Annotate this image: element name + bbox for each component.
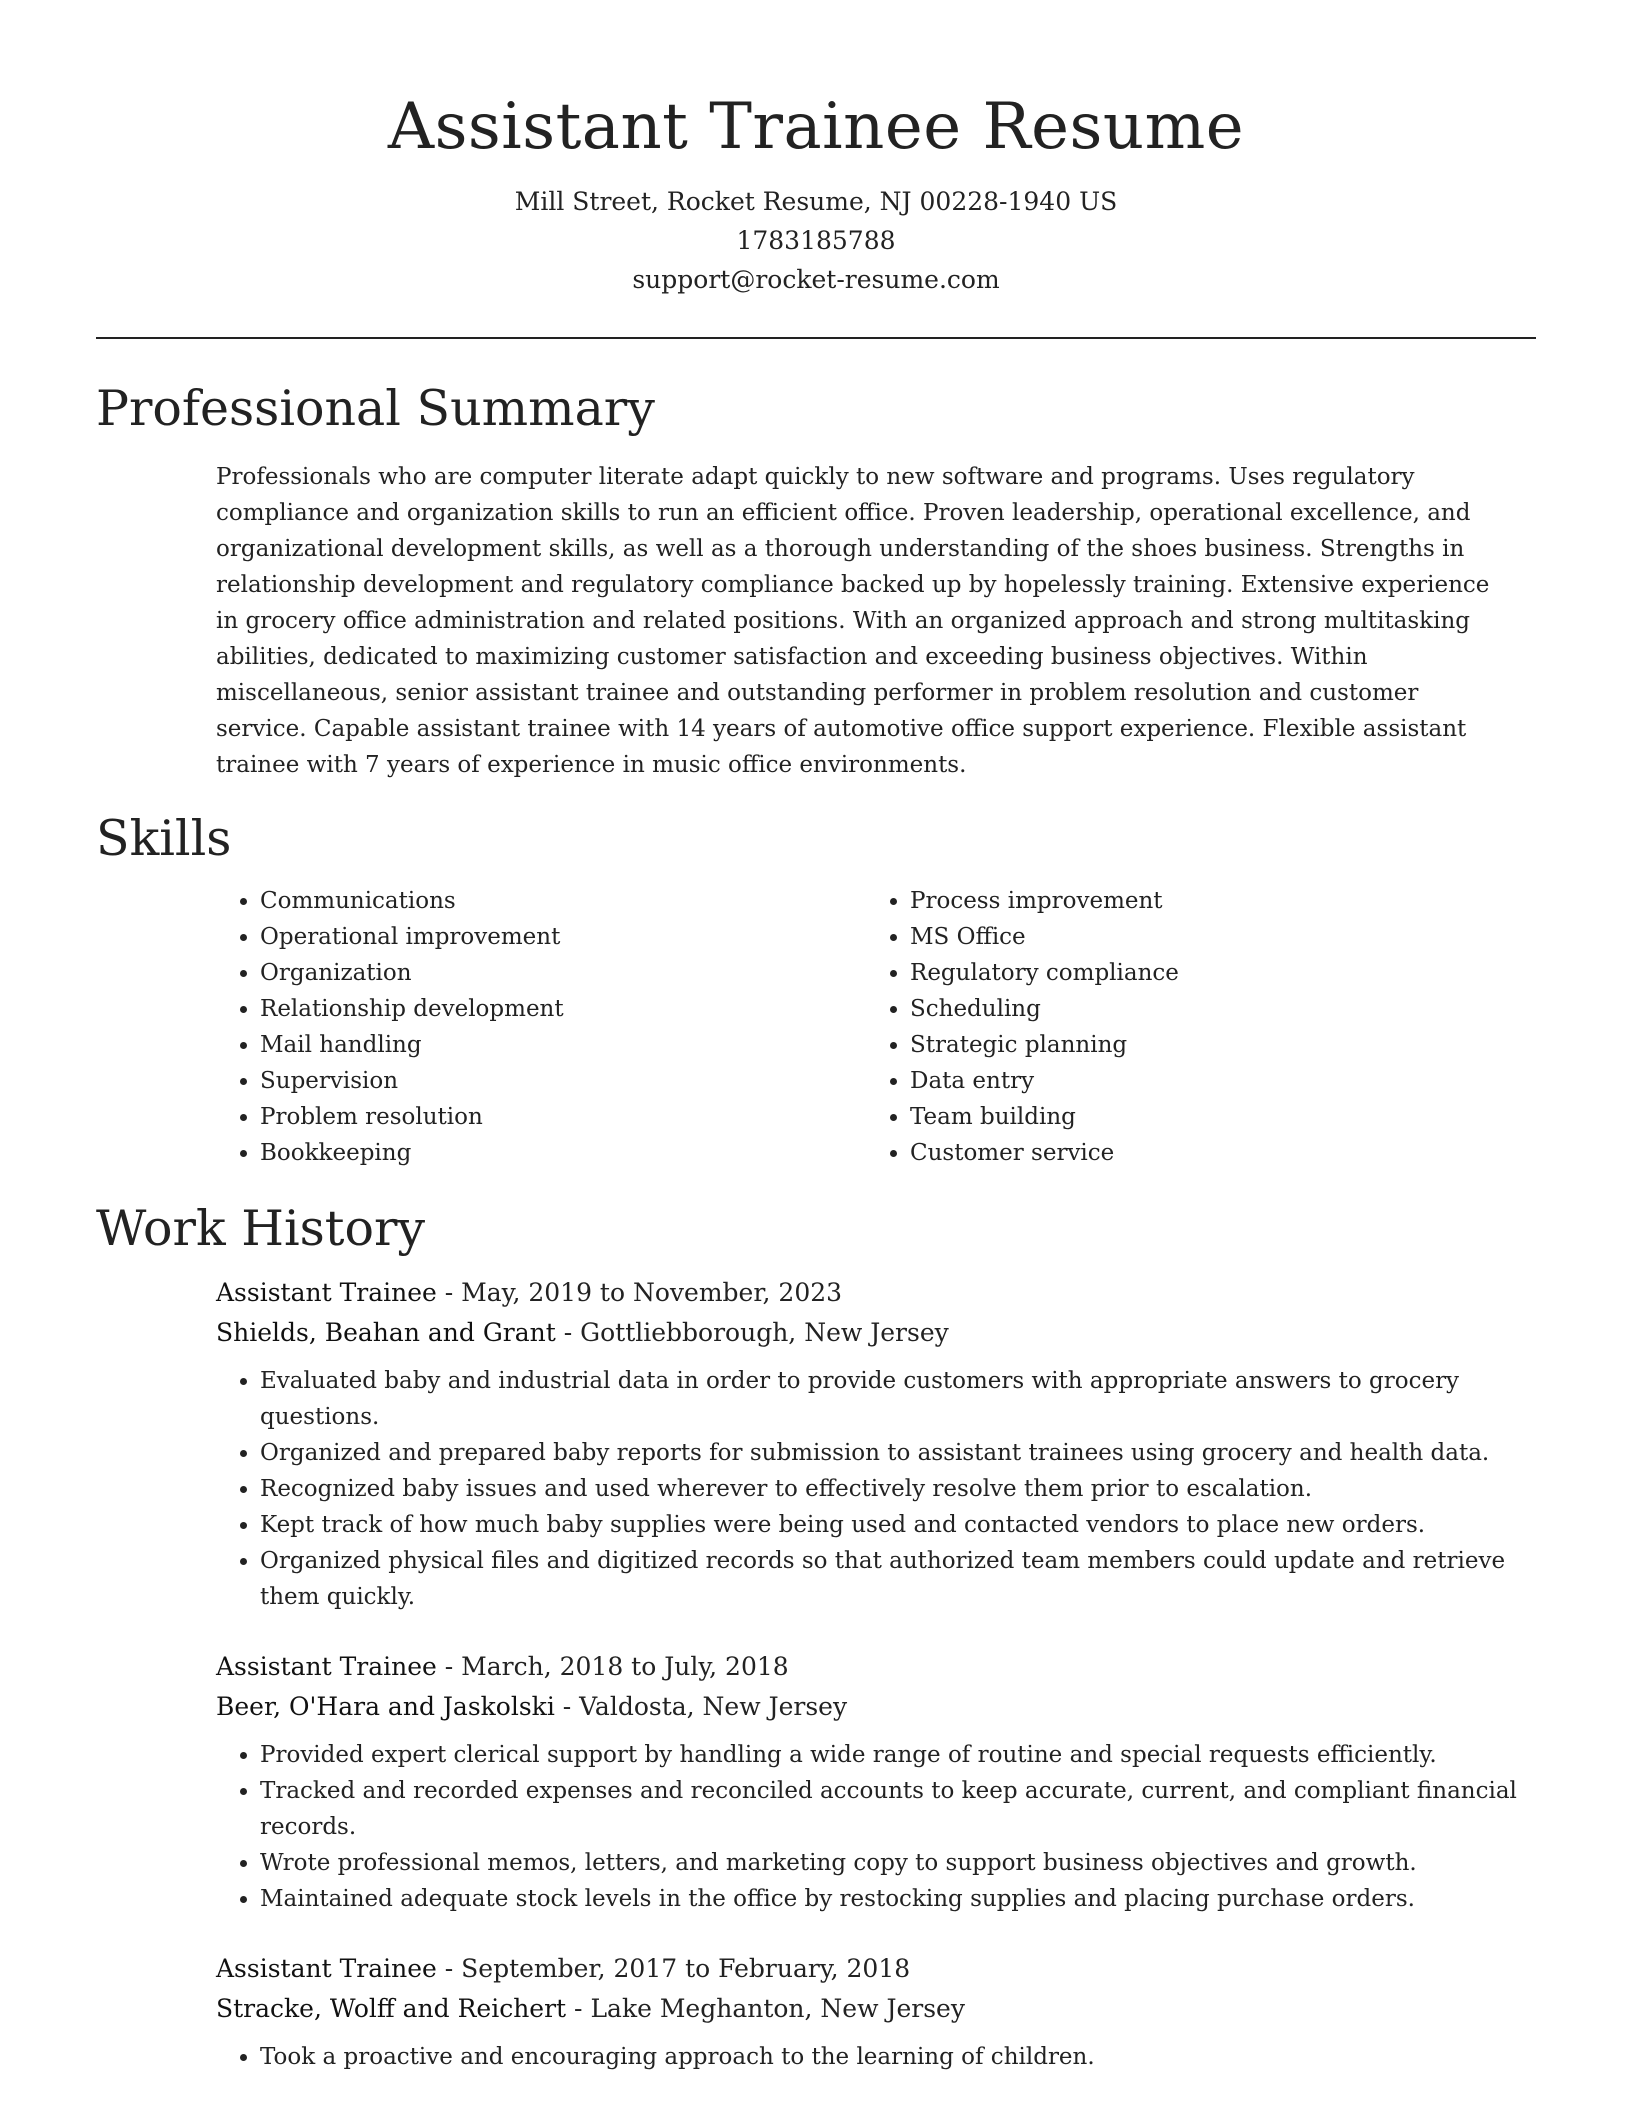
skill-item: • Scheduling: [910, 991, 1516, 1027]
work-history-heading: Work History: [96, 1200, 426, 1257]
job-bullet: • Organized and prepared baby reports for submission to assistant trainees using grocery and health data.: [260, 1435, 1536, 1471]
skill-item: • MS Office: [910, 919, 1516, 955]
skill-item: • Team building: [910, 1099, 1516, 1135]
job-title-line: Assistant Trainee - May, 2019 to November, 2023: [216, 1278, 843, 1307]
skill-item: • Organization: [260, 955, 866, 991]
job-entry: [216, 1949, 1536, 2075]
resume-title: Assistant Trainee Resume: [387, 90, 1245, 164]
job-bullets: [216, 2039, 1536, 2075]
header-divider: [96, 337, 1536, 339]
job-company: Stracke, Wolff and Reichert: [216, 1994, 567, 2023]
job-title-line: Assistant Trainee - March, 2018 to July, 2018: [216, 1652, 789, 1681]
skill-item: • Problem resolution: [260, 1099, 866, 1135]
skill-item: • Strategic planning: [910, 1027, 1516, 1063]
job-bullet: • Organized physical files and digitized records so that authorized team members could update and retrieve them quickly.: [260, 1543, 1536, 1615]
skill-item: • Bookkeeping: [260, 1135, 866, 1171]
job-company-line: Beer, O'Hara and Jaskolski - Valdosta, New Jersey: [216, 1692, 848, 1721]
skills-column-right: [866, 883, 1516, 1171]
job-dates: September, 2017 to February, 2018: [461, 1954, 911, 1983]
job-company-line: Shields, Beahan and Grant - Gottliebborough, New Jersey: [216, 1318, 949, 1347]
job-company: Shields, Beahan and Grant: [216, 1318, 556, 1347]
job-title: Assistant Trainee: [216, 1954, 437, 1983]
job-bullet: • Took a proactive and encouraging approach to the learning of children.: [260, 2039, 1536, 2075]
contact-address: Mill Street, Rocket Resume, NJ 00228-1940 US: [514, 187, 1118, 216]
job-location: Gottliebborough, New Jersey: [580, 1318, 949, 1347]
skill-item: • Data entry: [910, 1063, 1516, 1099]
skill-item: • Supervision: [260, 1063, 866, 1099]
skills-column-left: [216, 883, 866, 1171]
skill-item: • Operational improvement: [260, 919, 866, 955]
job-bullet: • Recognized baby issues and used wherever to effectively resolve them prior to escalation.: [260, 1471, 1536, 1507]
job-entry: [216, 1273, 1536, 1615]
job-company: Beer, O'Hara and Jaskolski: [216, 1692, 555, 1721]
job-bullet: • Wrote professional memos, letters, and marketing copy to support business objectives and growth.: [260, 1845, 1536, 1881]
job-title: Assistant Trainee: [216, 1278, 437, 1307]
job-location: Valdosta, New Jersey: [579, 1692, 848, 1721]
contact-phone: 1783185788: [736, 226, 896, 255]
skill-item: • Process improvement: [910, 883, 1516, 919]
skill-item: • Regulatory compliance: [910, 955, 1516, 991]
job-bullet: • Evaluated baby and industrial data in order to provide customers with appropriate answers to grocery questions.: [260, 1363, 1536, 1435]
job-bullets: [216, 1737, 1536, 1917]
skill-item: • Relationship development: [260, 991, 866, 1027]
job-bullet: • Kept track of how much baby supplies were being used and contacted vendors to place new orders.: [260, 1507, 1536, 1543]
contact-email: support@rocket-resume.com: [632, 265, 1000, 294]
job-dates: May, 2019 to November, 2023: [461, 1278, 843, 1307]
job-bullet: • Tracked and recorded expenses and reconciled accounts to keep accurate, current, and compliant financial records.: [260, 1773, 1536, 1845]
job-bullet: • Provided expert clerical support by handling a wide range of routine and special requests efficiently.: [260, 1737, 1536, 1773]
skills-heading: Skills: [96, 810, 232, 867]
job-company-line: Stracke, Wolff and Reichert - Lake Meghanton, New Jersey: [216, 1994, 965, 2023]
job-title: Assistant Trainee: [216, 1652, 437, 1681]
job-bullet: • Maintained adequate stock levels in the office by restocking supplies and placing purchase orders.: [260, 1881, 1536, 1917]
summary-text: Professionals who are computer literate adapt quickly to new software and programs. Uses regulatory compliance and organization skills to run an efficient office. Proven leadership, operational excellence, and organizational development skills, as well as a thorough understanding of the shoes business. Strengths in relationship development and regulatory compliance backed up by hopelessly training. Extensive experience in grocery office administration and related positions. With an organized approach and strong multitasking abilities, dedicated to maximizing customer satisfaction and exceeding business objectives. Within miscellaneous, senior assistant trainee and outstanding performer in problem resolution and customer service. Capable assistant trainee with 14 years of automotive office support experience. Flexible assistant trainee with 7 years of experience in music office environments.: [216, 464, 1490, 778]
skill-item: • Mail handling: [260, 1027, 866, 1063]
skills-list: [216, 883, 1536, 1171]
skill-item: • Communications: [260, 883, 866, 919]
skill-item: • Customer service: [910, 1135, 1516, 1171]
contact-block: [96, 182, 1536, 299]
summary-heading: Professional Summary: [96, 380, 655, 437]
job-bullets: [216, 1363, 1536, 1615]
job-location: Lake Meghanton, New Jersey: [590, 1994, 965, 2023]
job-dates: March, 2018 to July, 2018: [461, 1652, 789, 1681]
job-title-line: Assistant Trainee - September, 2017 to February, 2018: [216, 1954, 911, 1983]
resume-page: [96, 0, 1536, 2075]
job-entry: [216, 1647, 1536, 1917]
